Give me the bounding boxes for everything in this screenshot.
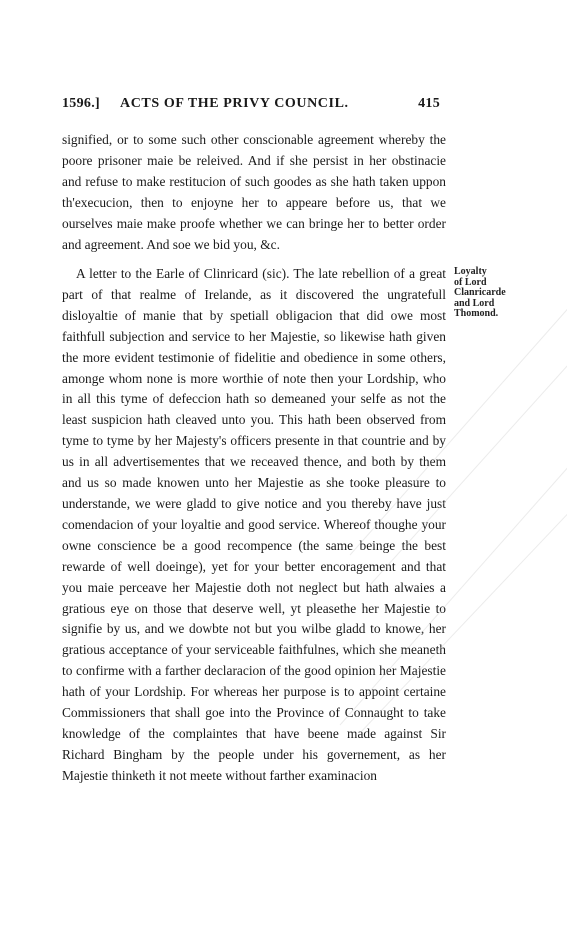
header-title: ACTS OF THE PRIVY COUNCIL. — [120, 96, 349, 111]
body-paragraph-2: A letter to the Earle of Clinricard (sic). The late rebellion of a great part of that realme of Irelande, as it discovered the ungratefull disloyaltie of manie that by spetiall obligacion that did owe most faithfull subjection and service to her Majestie, so likewise hath given the more evident testimonie of fidelitie and obedience in some others, amonge whom none is more worthie of note then your Lordship, who in all this tyme of defeccion hath so demeaned your selfe as not the least suspicion hath cleaved unto you. This hath been observed from tyme to tyme by her Majesty's officers presente in that countrie and by us in all advertisementes that we receaved thence, and both by them and us so made knowen unto her Majestie as she tooke pleasure to understande, we were gladd to give notice and you thereby have just comendacion of your loyaltie and good service. Whereof thoughe your owne conscience be a good recompence (the same beinge the best rewarde of well doeinge), yet for your better encoragement and that you maie perceave her Majestie doth not neglect but hath alwaies a gratious eye on those that deserve well, yt pleasethe her Majestie to signifie by us, and we dowbte not but you wilbe gladd to knowe, her gratious acceptance of your serviceable faithfulnes, which she meaneth to confirme with a farther declaracion of the good opinion her Majestie hath of your Lordship. For whereas her purpose is to appoint certaine Commissioners that shall goe into the Province of Connaught to take knowledge of the complaintes that have beene made against Sir Richard Bingham by the people under his governement, as her Majestie thinketh it not meete without farther examinacion — [62, 266, 446, 783]
page-number: 415 — [418, 96, 440, 111]
marginal-note-line: Thomond. — [454, 308, 499, 319]
body-paragraph-1: signified, or to some such other conscionable agreement whereby the poore prisoner maie be releived. And if she persist in her obstinacie and refuse to make restitucion of such goodes as she hath taken uppon th'execucion, then to enjoyne her to appeare before us, that we ourselves maie make proofe whether we can bringe her to better order and agreement. And soe we bid you, &c. — [62, 132, 446, 252]
marginal-note-line: Loyalty — [454, 266, 487, 277]
marginal-note-line: and Lord — [454, 297, 495, 309]
marginal-note — [454, 267, 524, 320]
running-header — [62, 96, 440, 118]
header-year: 1596.] — [62, 96, 100, 111]
marginal-note-line: of Lord — [454, 276, 487, 288]
marginal-note-line: Clanricarde — [454, 287, 506, 298]
